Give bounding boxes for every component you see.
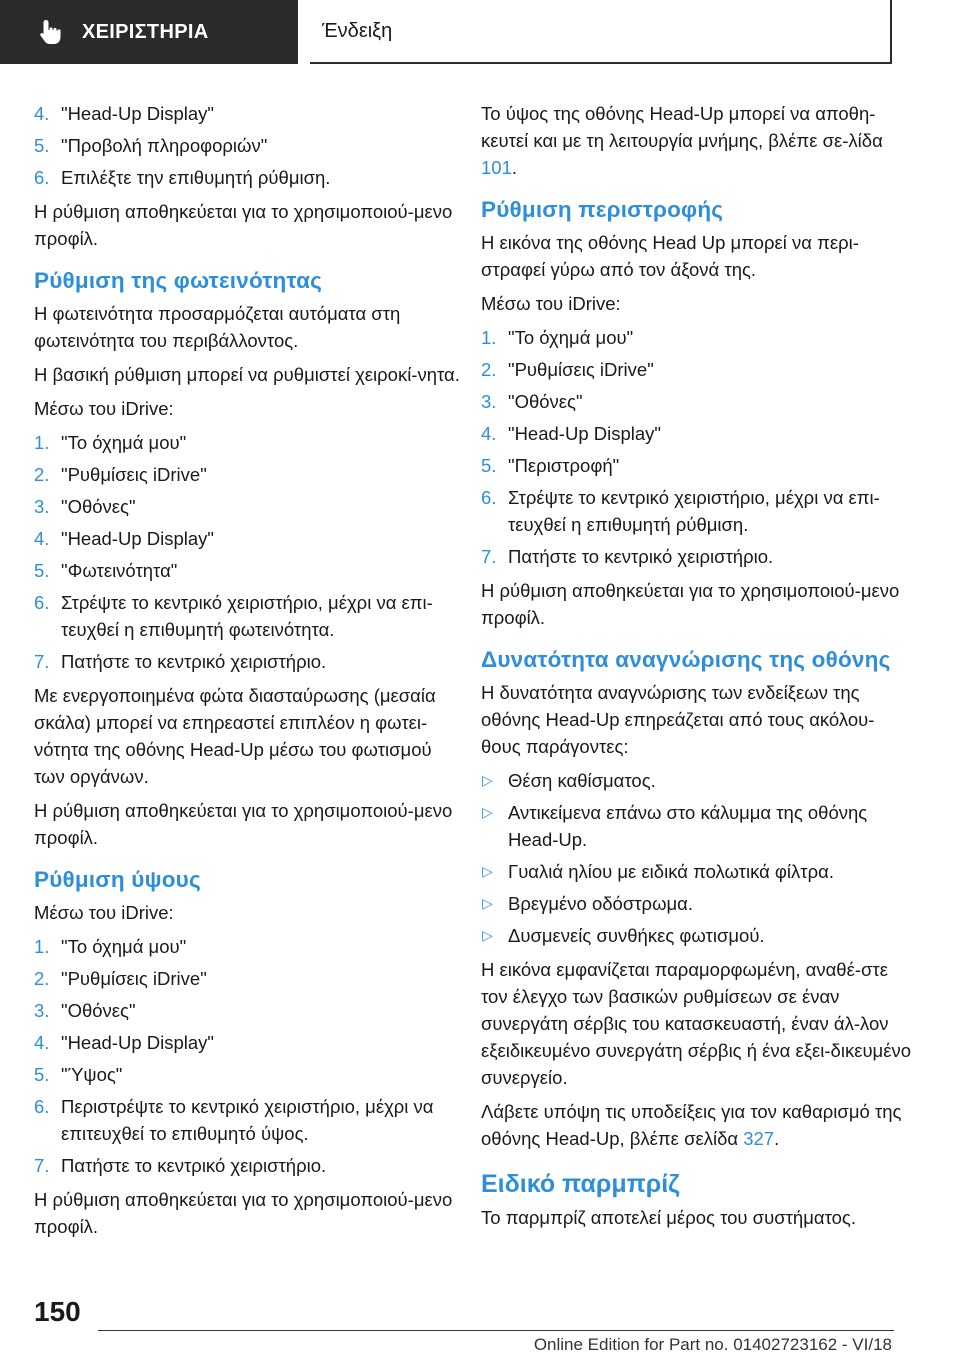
- triangle-bullet-icon: ▷: [482, 772, 493, 788]
- triangle-bullet-icon: ▷: [482, 804, 493, 820]
- bullet-text: Θέση καθίσματος.: [508, 770, 656, 791]
- list-item: [481, 452, 911, 479]
- paragraph: Η ρύθμιση αποθηκεύεται για το χρησιμοποιού-μενο προφίλ.: [34, 201, 453, 249]
- step-text: "Το όχημά μου": [61, 936, 187, 957]
- bullet-text: Γυαλιά ηλίου με ειδικά πολωτικά φίλτρα.: [508, 861, 834, 882]
- list-item: [34, 1061, 462, 1088]
- list-item: [481, 799, 911, 853]
- paragraph: Μέσω του iDrive:: [34, 398, 174, 419]
- page-number: 150: [34, 1296, 81, 1327]
- bullet-text: Δυσμενείς συνθήκες φωτισμού.: [508, 925, 765, 946]
- factors-list: [481, 767, 911, 949]
- subsection-tab-label: Ένδειξη: [322, 19, 393, 42]
- step-number: 3.: [34, 1000, 50, 1021]
- step-number: 1.: [34, 936, 50, 957]
- list-item: [34, 557, 462, 584]
- list-item: [481, 767, 911, 794]
- paragraph: Η εικόνα εμφανίζεται παραμορφωμένη, αναθέ-στε τον έλεγχο των βασικών ρυθμίσεων σε έναν συνεργάτη σέρβις του κατασκευαστή, έναν άλ-λον εξειδικευμένο συνεργάτη σέρβις ή ένα εξει-δικευμένο συνεργείο.: [481, 959, 912, 1088]
- paragraph: Μέσω του iDrive:: [34, 902, 174, 923]
- list-item: [481, 420, 911, 447]
- list-item: [34, 461, 462, 488]
- steps-list-display: [34, 100, 462, 191]
- step-text: "Οθόνες": [61, 496, 136, 517]
- step-number: 5.: [481, 455, 497, 476]
- step-number: 2.: [34, 464, 50, 485]
- list-item: [34, 1152, 462, 1179]
- step-text: "Το όχημά μου": [508, 327, 634, 348]
- list-item: [34, 493, 462, 520]
- footer-edition-text: Online Edition for Part no. 01402723162 - VI/18: [533, 1335, 892, 1354]
- step-text: "Περιστροφή": [508, 455, 620, 476]
- list-item: [34, 132, 462, 159]
- paragraph: Μέσω του iDrive:: [481, 293, 621, 314]
- step-text: Πατήστε το κεντρικό χειριστήριο.: [61, 651, 327, 672]
- step-number: 5.: [34, 560, 50, 581]
- step-text: "Φωτεινότητα": [61, 560, 178, 581]
- list-item: [481, 324, 911, 351]
- step-number: 4.: [34, 103, 50, 124]
- list-item: [481, 543, 911, 570]
- list-item: [481, 388, 911, 415]
- paragraph: [481, 1098, 911, 1152]
- step-text: "Head-Up Display": [61, 103, 214, 124]
- step-number: 6.: [34, 167, 50, 188]
- step-text: Στρέψτε το κεντρικό χειριστήριο, μέχρι να επι-τευχθεί η επιθυμητή ρύθμιση.: [508, 487, 880, 535]
- section-tab-label: ΧΕΙΡΙΣΤΗΡΙΑ: [82, 20, 209, 43]
- list-item: [34, 1093, 462, 1147]
- section-heading-visibility: Δυνατότητα αναγνώρισης της οθόνης: [481, 647, 891, 672]
- steps-list-rotation: [481, 324, 911, 570]
- step-text: "Head-Up Display": [61, 1032, 214, 1053]
- step-number: 4.: [481, 423, 497, 444]
- step-number: 6.: [481, 487, 497, 508]
- steps-list-height: [34, 933, 462, 1179]
- page-link-327[interactable]: 327: [743, 1128, 775, 1149]
- section-heading-brightness: Ρύθμιση της φωτεινότητας: [34, 268, 323, 293]
- footer-divider: [98, 1330, 894, 1331]
- step-number: 7.: [34, 1155, 50, 1176]
- paragraph-text: .: [774, 1128, 780, 1149]
- paragraph: [481, 100, 911, 181]
- step-text: Στρέψτε το κεντρικό χειριστήριο, μέχρι να επι-τευχθεί η επιθυμητή φωτεινότητα.: [61, 592, 433, 640]
- step-text: Επιλέξτε την επιθυμητή ρύθμιση.: [61, 167, 331, 188]
- step-text: "Προβολή πληροφοριών": [61, 135, 268, 156]
- list-item: [34, 525, 462, 552]
- paragraph: Η βασική ρύθμιση μπορεί να ρυθμιστεί χειροκί-νητα.: [34, 364, 460, 385]
- step-number: 5.: [34, 1064, 50, 1085]
- paragraph-text: .: [511, 157, 518, 178]
- section-heading-windshield: Ειδικό παρμπρίζ: [481, 1170, 680, 1198]
- page-header: [0, 0, 960, 66]
- left-column: [34, 100, 462, 1247]
- paragraph: Η εικόνα της οθόνης Head Up μπορεί να περι-στραφεί γύρω από τον άξονά της.: [481, 232, 859, 280]
- step-number: 4.: [34, 1032, 50, 1053]
- step-number: 7.: [34, 651, 50, 672]
- list-item: [34, 965, 462, 992]
- right-column: [481, 100, 911, 1238]
- step-number: 1.: [481, 327, 497, 348]
- step-number: 2.: [34, 968, 50, 989]
- list-item: [481, 890, 911, 917]
- step-text: "Ύψος": [61, 1064, 123, 1085]
- paragraph: Η δυνατότητα αναγνώρισης των ενδείξεων της οθόνης Head-Up επηρεάζεται από τους ακόλου-θους παράγοντες:: [481, 682, 875, 757]
- paragraph: Η ρύθμιση αποθηκεύεται για το χρησιμοποιού-μενο προφίλ.: [34, 800, 453, 848]
- step-text: "Το όχημά μου": [61, 432, 187, 453]
- step-number: 2.: [481, 359, 497, 380]
- step-number: 3.: [34, 496, 50, 517]
- list-item: [34, 164, 462, 191]
- steps-list-brightness: [34, 429, 462, 675]
- step-text: "Οθόνες": [61, 1000, 136, 1021]
- step-text: Πατήστε το κεντρικό χειριστήριο.: [61, 1155, 327, 1176]
- list-item: [481, 922, 911, 949]
- pointing-hand-icon: [36, 17, 66, 47]
- step-number: 1.: [34, 432, 50, 453]
- step-text: "Οθόνες": [508, 391, 583, 412]
- paragraph: Η ρύθμιση αποθηκεύεται για το χρησιμοποιού-μενο προφίλ.: [481, 580, 900, 628]
- paragraph-text: Το ύψος της οθόνης Head-Up μπορεί να αποθη-κευτεί και με τη λειτουργία μνήμης, βλέπε σε-λίδα: [481, 103, 883, 151]
- list-item: [481, 356, 911, 383]
- paragraph: Το παρμπρίζ αποτελεί μέρος του συστήματος.: [481, 1207, 856, 1228]
- step-text: "Ρυθμίσεις iDrive": [508, 359, 654, 380]
- paragraph-text: Λάβετε υπόψη τις υποδείξεις για τον καθαρισμό της οθόνης Head-Up, βλέπε σελίδα: [481, 1101, 902, 1149]
- step-number: 6.: [34, 592, 50, 613]
- step-text: "Head-Up Display": [61, 528, 214, 549]
- list-item: [34, 429, 462, 456]
- list-item: [34, 100, 462, 127]
- step-text: "Ρυθμίσεις iDrive": [61, 464, 207, 485]
- list-item: [34, 997, 462, 1024]
- step-number: 5.: [34, 135, 50, 156]
- triangle-bullet-icon: ▷: [482, 927, 493, 943]
- step-number: 4.: [34, 528, 50, 549]
- list-item: [481, 484, 911, 538]
- paragraph: Η φωτεινότητα προσαρμόζεται αυτόματα στη φωτεινότητα του περιβάλλοντος.: [34, 303, 401, 351]
- triangle-bullet-icon: ▷: [482, 895, 493, 911]
- paragraph: Η ρύθμιση αποθηκεύεται για το χρησιμοποιού-μενο προφίλ.: [34, 1189, 453, 1237]
- list-item: [34, 933, 462, 960]
- page-link-101[interactable]: 101: [481, 157, 512, 178]
- paragraph: Με ενεργοποιημένα φώτα διασταύρωσης (μεσαία σκάλα) μπορεί να επηρεαστεί επιπλέον η φωτει-νότητα της οθόνης Head-Up μέσω του φωτισμού των οργάνων.: [34, 685, 436, 787]
- triangle-bullet-icon: ▷: [482, 863, 493, 879]
- step-number: 6.: [34, 1096, 50, 1117]
- step-text: Περιστρέψτε το κεντρικό χειριστήριο, μέχρι να επιτευχθεί το επιθυμητό ύψος.: [61, 1096, 434, 1144]
- list-item: [481, 858, 911, 885]
- step-text: "Ρυθμίσεις iDrive": [61, 968, 207, 989]
- list-item: [34, 648, 462, 675]
- section-heading-height: Ρύθμιση ύψους: [34, 867, 201, 892]
- step-text: "Head-Up Display": [508, 423, 661, 444]
- step-number: 3.: [481, 391, 497, 412]
- list-item: [34, 1029, 462, 1056]
- section-tab-controls[interactable]: [0, 0, 298, 64]
- bullet-text: Βρεγμένο οδόστρωμα.: [508, 893, 694, 914]
- subsection-tab-display[interactable]: [310, 0, 892, 64]
- list-item: [34, 589, 462, 643]
- step-number: 7.: [481, 546, 497, 567]
- step-text: Πατήστε το κεντρικό χειριστήριο.: [508, 546, 774, 567]
- section-heading-rotation: Ρύθμιση περιστροφής: [481, 197, 724, 222]
- bullet-text: Αντικείμενα επάνω στο κάλυμμα της οθόνης Head-Up.: [508, 802, 868, 850]
